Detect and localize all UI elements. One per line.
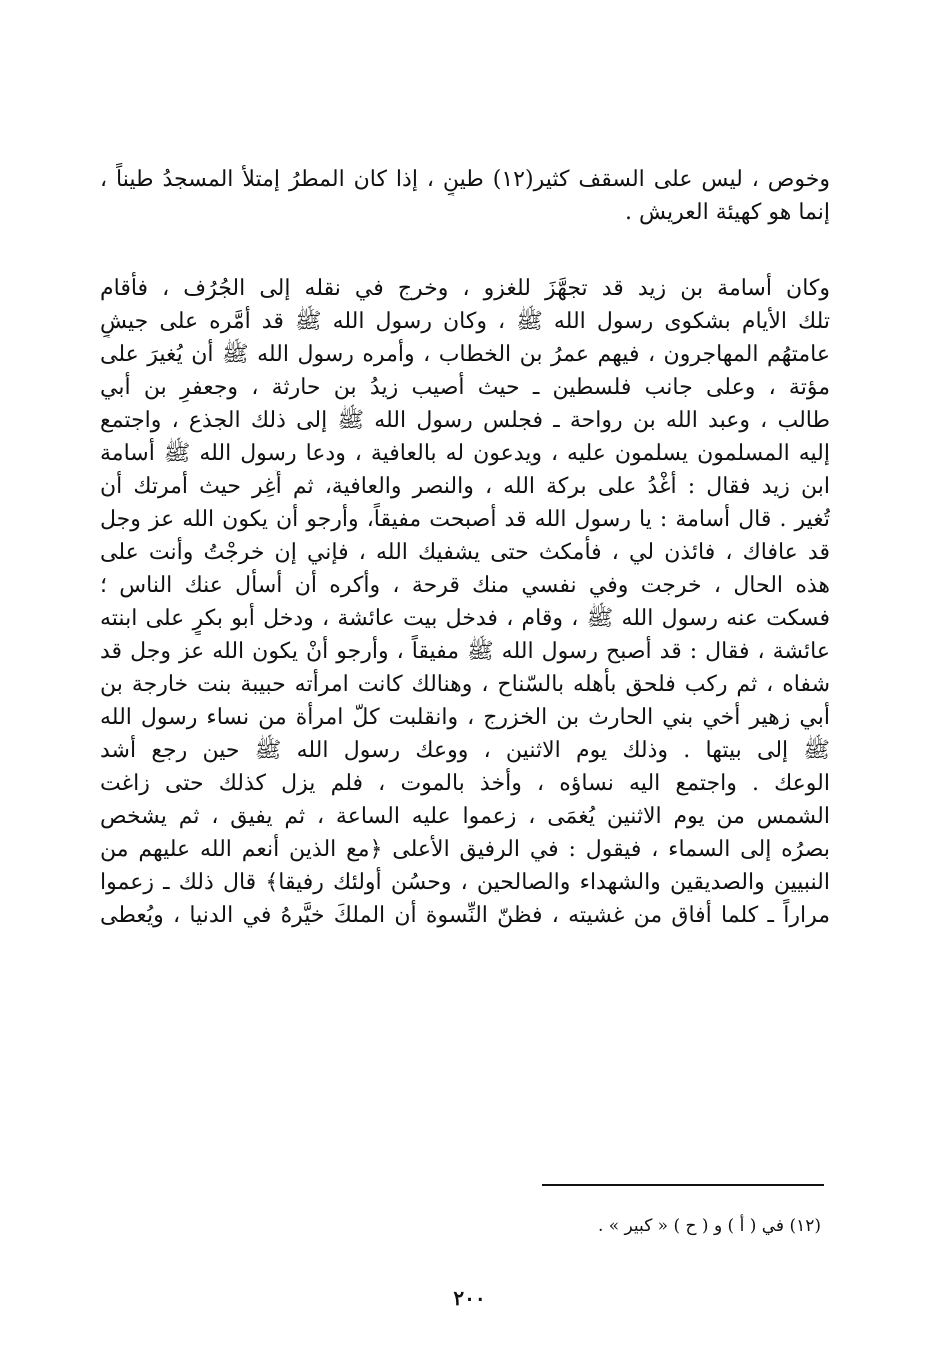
text-line: طالب ، وعبد الله بن رواحة ـ فجلس رسول الله ﷺ إلى ذلك الجذع ، واجتمع bbox=[100, 408, 830, 433]
text-line: إليه المسلمون يسلمون عليه ، ويدعون له بالعافية ، ودعا رسول الله ﷺ أسامة bbox=[100, 441, 830, 466]
text-line: عامتهُم المهاجرون ، فيهم عمرُ بن الخطاب ، وأمره رسول الله ﷺ أن يُغيرَ على bbox=[100, 342, 830, 367]
paragraph-continuation bbox=[100, 163, 830, 229]
footnote: (١٢) في ( أ ) و ( ح ) « كبير » . bbox=[597, 1216, 821, 1236]
text-line: مؤتة ، وعلى جانب فلسطين ـ حيث أصيب زيدُ بن حارثة ، وجعفرِ بن أبي bbox=[100, 375, 830, 400]
text-line: ابن زيد فقال : أغْدُ على بركة الله ، والنصر والعافية، ثم أَغِر حيث أمرتك أن bbox=[100, 474, 830, 499]
text-line: ﷺ إلى بيتها . وذلك يوم الاثنين ، ووعك رسول الله ﷺ حين رجع أشد bbox=[100, 738, 830, 763]
page-number: ٢٠٠ bbox=[453, 1286, 486, 1310]
text-line: وخوص ، ليس على السقف كثير(١٢) طينٍ ، إذا كان المطرُ إمتلأ المسجدُ طيناً ، bbox=[100, 167, 830, 192]
text-line: بصرُه إلى السماء ، فيقول : في الرفيق الأعلى ﴿مع الذين أنعم الله عليهم من bbox=[100, 837, 830, 862]
text-line: الوعك . واجتمع اليه نساؤه ، وأخذ بالموت ، فلم يزل كذلك حتى زاغت bbox=[100, 771, 830, 796]
text-line: إنما هو كهيئة العريش . bbox=[624, 200, 830, 225]
text-line: تلك الأيام بشكوى رسول الله ﷺ ، وكان رسول الله ﷺ قد أمَّره على جيشٍ bbox=[100, 309, 830, 334]
text-line: أبي زهير أخي بني الحارث بن الخزرج ، وانقلبت كلّ امرأة من نساء رسول الله bbox=[100, 705, 830, 730]
text-line: عائشة ، فقال : قد أصبح رسول الله ﷺ مفيقاً ، وأرجو أنْ يكون الله عز وجل قد bbox=[100, 639, 830, 664]
text-line: مراراً ـ كلما أفاق من غشيته ، فظنّ النِّسوة أن الملكَ خيَّرهُ في الدنيا ، ويُعطى bbox=[100, 903, 830, 928]
text-line: تُغير . قال أسامة : يا رسول الله قد أصبحت مفيقاً، وأرجو أن يكون الله عز وجل bbox=[100, 507, 830, 532]
text-line: هذه الحال ، خرجت وفي نفسي منك قرحة ، وأكره أن أسأل عنك الناس ؛ bbox=[100, 573, 830, 598]
text-line: النبيين والصديقين والشهداء والصالحين ، وحسُن أولئك رفيقا﴾ قال ذلك ـ زعموا bbox=[100, 870, 830, 895]
text-line: قد عافاك ، فائذن لي ، فأمكث حتى يشفيك الله ، فإني إن خرجْتُ وأنت على bbox=[100, 540, 830, 565]
text-line: وكان أسامة بن زيد قد تجهَّزَ للغزو ، وخرج في نقله إلى الجُرُف ، فأقام bbox=[100, 276, 830, 301]
text-line: شفاه ، ثم ركب فلحق بأهله بالسّناح ، وهنالك كانت امرأته حبيبة بنت خارجة بن bbox=[100, 672, 830, 697]
text-line: فسكت عنه رسول الله ﷺ ، وقام ، فدخل بيت عائشة ، ودخل أبو بكرٍ على ابنته bbox=[100, 606, 830, 631]
footnote-divider bbox=[542, 1184, 824, 1186]
paragraph-main bbox=[100, 272, 830, 932]
text-line: الشمس من يوم الاثنين يُغمَى ، زعموا عليه الساعة ، ثم يفيق ، ثم يشخص bbox=[100, 804, 830, 829]
